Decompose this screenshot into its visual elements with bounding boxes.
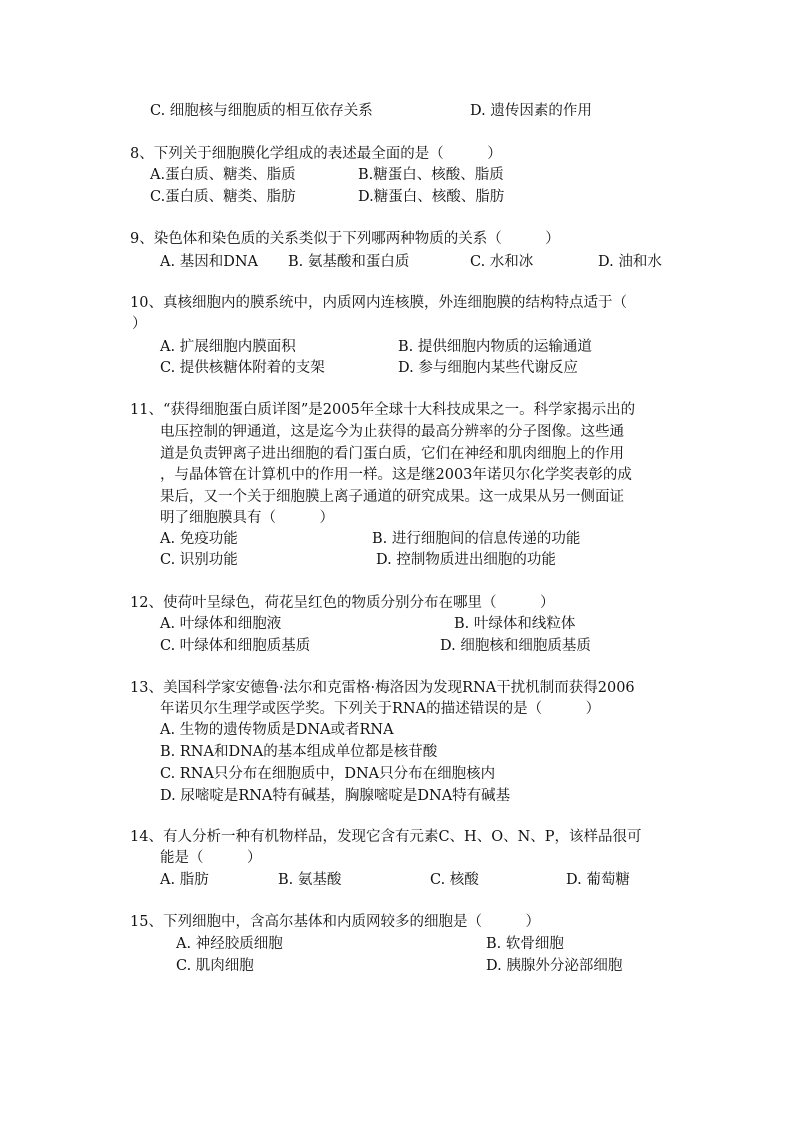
q13-option-b: B. RNA和DNA的基本组成单位都是核苷酸 [160,744,438,760]
q11-stem: 11、“获得细胞蛋白质详图”是2005年全球十大科技成果之一。科学家揭示出的 [130,402,636,418]
q9-stem: 9、染色体和染色质的关系类似于下列哪两种物质的关系（ ） [130,231,560,247]
q9-option-d: D. 油和水 [598,254,662,270]
q9-option-a: A. 基因和DNA [160,254,258,270]
q11-stem: 道是负责钾离子进出细胞的看门蛋白质，它们在神经和肌肉细胞上的作用 [160,446,624,462]
q9-option-c: C. 水和冰 [470,254,534,270]
q10-option-a: A. 扩展细胞内膜面积 [160,339,296,355]
q15-option-c: C. 肌肉细胞 [176,958,254,974]
q14-option-b: B. 氨基酸 [278,872,342,888]
q14-option-c: C. 核酸 [430,872,479,888]
q15-stem: 15、下列细胞中，含高尔基体和内质网较多的细胞是（ ） [130,914,540,930]
q14-stem: 14、有人分析一种有机物样品，发现它含有元素C、H、O、N、P，该样品很可 [130,829,642,845]
q10-stem: 10、真核细胞内的膜系统中，内质网内连核膜，外连细胞膜的结构特点适于（ [130,295,627,311]
q13-option-d: D. 尿嘧啶是RNA特有碱基，胸腺嘧啶是DNA特有碱基 [160,788,511,804]
q11-stem: ，与晶体管在计算机中的作用一样。这是继2003年诺贝尔化学奖表彰的成 [160,467,632,483]
q13-option-c: C. RNA只分布在细胞质中，DNA只分布在细胞核内 [160,766,496,782]
q8-option-c: C.蛋白质、糖类、脂肪 [150,189,296,205]
q13-stem: 年诺贝尔生理学或医学奖。下列关于RNA的描述错误的是（ ） [160,701,601,717]
q8-option-b: B.糖蛋白、核酸、脂质 [358,167,504,183]
q12-option-a: A. 叶绿体和细胞液 [160,616,282,632]
q12-option-d: D. 细胞核和细胞质基质 [440,638,591,654]
q14-stem: 能是（ ） [160,850,262,866]
q11-stem: 明了细胞膜具有（ ） [160,510,334,526]
q14-option-d: D. 葡萄糖 [566,872,630,888]
q8-stem: 8、下列关于细胞膜化学组成的表述最全面的是（ ） [130,146,502,162]
q10-option-d: D. 参与细胞内某些代谢反应 [398,360,578,376]
q12-option-c: C. 叶绿体和细胞质基质 [160,638,311,654]
q7-option-c: C. 细胞核与细胞质的相互依存关系 [150,103,373,119]
q10-option-c: C. 提供核糖体附着的支架 [160,360,325,376]
q8-option-a: A.蛋白质、糖类、脂质 [150,167,296,183]
q7-option-d: D. 遗传因素的作用 [470,103,592,119]
q11-option-d: D. 控制物质进出细胞的功能 [376,552,556,568]
q8-option-d: D.糖蛋白、核酸、脂肪 [358,189,505,205]
q11-option-c: C. 识别功能 [160,552,238,568]
q15-option-a: A. 神经胶质细胞 [176,936,283,952]
q11-stem: 果后，又一个关于细胞膜上离子通道的研究成果。这一成果从另一侧面证 [160,489,624,505]
q10-stem: ） [132,316,147,332]
q11-option-b: B. 进行细胞间的信息传递的功能 [372,531,581,547]
q12-option-b: B. 叶绿体和线粒体 [454,616,576,632]
q15-option-d: D. 胰腺外分泌部细胞 [486,958,623,974]
q15-option-b: B. 软骨细胞 [486,936,564,952]
q9-option-b: B. 氨基酸和蛋白质 [288,254,410,270]
q13-stem: 13、美国科学家安德鲁·法尔和克雷格·梅洛因为发现RNA干扰机制而获得2006 [130,680,635,696]
q14-option-a: A. 脂肪 [160,872,209,888]
q11-stem: 电压控制的钾通道，这是迄今为止获得的最高分辨率的分子图像。这些通 [160,424,624,440]
q12-stem: 12、使荷叶呈绿色，荷花呈红色的物质分别分布在哪里（ ） [130,595,555,611]
q13-option-a: A. 生物的遗传物质是DNA或者RNA [160,722,394,738]
q11-option-a: A. 免疫功能 [160,531,238,547]
q10-option-b: B. 提供细胞内物质的运输通道 [398,339,592,355]
